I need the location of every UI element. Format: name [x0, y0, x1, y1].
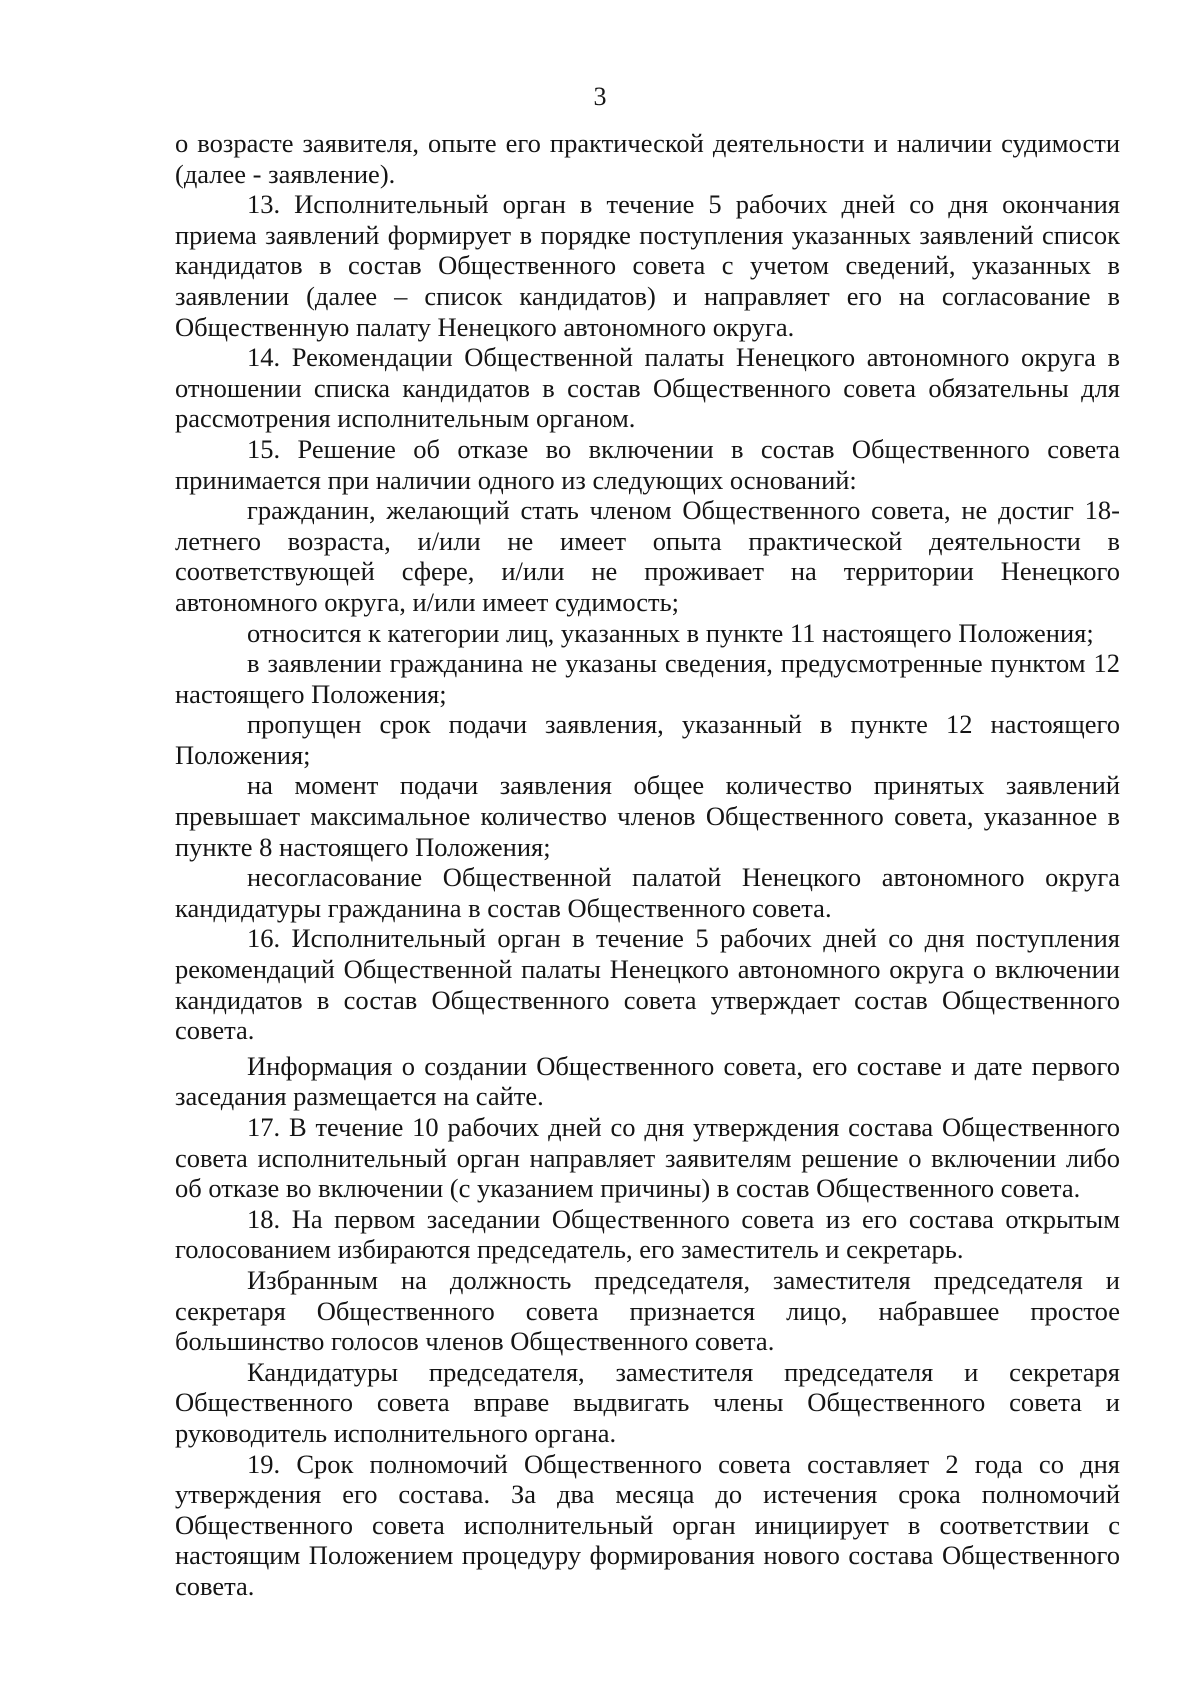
page-number: 3: [593, 82, 607, 111]
paragraph-item-17: 17. В течение 10 рабочих дней со дня утверждения состава Общественного совета исполнительный орган направляет заявителям решение о включении либо об отказе во включении (с указанием причины) в состав Общественного совета.: [175, 1112, 1120, 1204]
paragraph-continuation: о возрасте заявителя, опыте его практической деятельности и наличии судимости (далее - заявление).: [175, 128, 1120, 189]
paragraph-reason-category: относится к категории лиц, указанных в пункте 11 настоящего Положения;: [247, 617, 1094, 648]
paragraph-reason-age-experience: гражданин, желающий стать членом Общественного совета, не достиг 18-летнего возраста, и/или не имеет опыта практической деятельности в соответствующей сфере, и/или не проживает на территории Ненецкого автономного округа, и/или имеет судимость;: [175, 495, 1120, 617]
paragraph-reason-max-members: на момент подачи заявления общее количество принятых заявлений превышает максимальное количество членов Общественного совета, указанное в пункте 8 настоящего Положения;: [175, 770, 1120, 862]
document-body: [175, 128, 1120, 1602]
paragraph-reason-missing-info: в заявлении гражданина не указаны сведения, предусмотренные пунктом 12 настоящего Положения;: [175, 648, 1120, 709]
paragraph-reason-deadline: пропущен срок подачи заявления, указанный в пункте 12 настоящего Положения;: [175, 709, 1120, 770]
paragraph-reason-not-approved: несогласование Общественной палатой Ненецкого автономного округа кандидатуры гражданина в состав Общественного совета.: [175, 862, 1120, 923]
paragraph-item-19: 19. Срок полномочий Общественного совета составляет 2 года со дня утверждения его состава. За два месяца до истечения срока полномочий Общественного совета исполнительный орган инициирует в соответствии с настоящим Положением процедуру формирования нового состава Общественного совета.: [175, 1448, 1120, 1601]
paragraph-item-14: 14. Рекомендации Общественной палаты Ненецкого автономного округа в отношении списка кандидатов в состав Общественного совета обязательны для рассмотрения исполнительным органом.: [175, 342, 1120, 434]
paragraph-info-publication: Информация о создании Общественного совета, его составе и дате первого заседания размещается на сайте.: [175, 1050, 1120, 1112]
paragraph-item-16: 16. Исполнительный орган в течение 5 рабочих дней со дня поступления рекомендаций Общественной палаты Ненецкого автономного округа о включении кандидатов в состав Общественного совета утверждает состав Общественного совета.: [175, 923, 1120, 1046]
paragraph-election-rule: Избранным на должность председателя, заместителя председателя и секретаря Общественного совета признается лицо, набравшее простое большинство голосов членов Общественного совета.: [175, 1264, 1120, 1357]
paragraph-item-18: 18. На первом заседании Общественного совета из его состава открытым голосованием избираются председатель, его заместитель и секретарь.: [175, 1203, 1120, 1265]
paragraph-nomination-rule: Кандидатуры председателя, заместителя председателя и секретаря Общественного совета вправе выдвигать члены Общественного совета и руководитель исполнительного органа.: [175, 1356, 1120, 1448]
paragraph-item-13: 13. Исполнительный орган в течение 5 рабочих дней со дня окончания приема заявлений формирует в порядке поступления указанных заявлений список кандидатов в состав Общественного совета с учетом сведений, указанных в заявлении (далее – список кандидатов) и направляет его на согласование в Общественную палату Ненецкого автономного округа.: [175, 189, 1120, 342]
paragraph-item-15: 15. Решение об отказе во включении в состав Общественного совета принимается при наличии одного из следующих оснований:: [175, 433, 1120, 495]
